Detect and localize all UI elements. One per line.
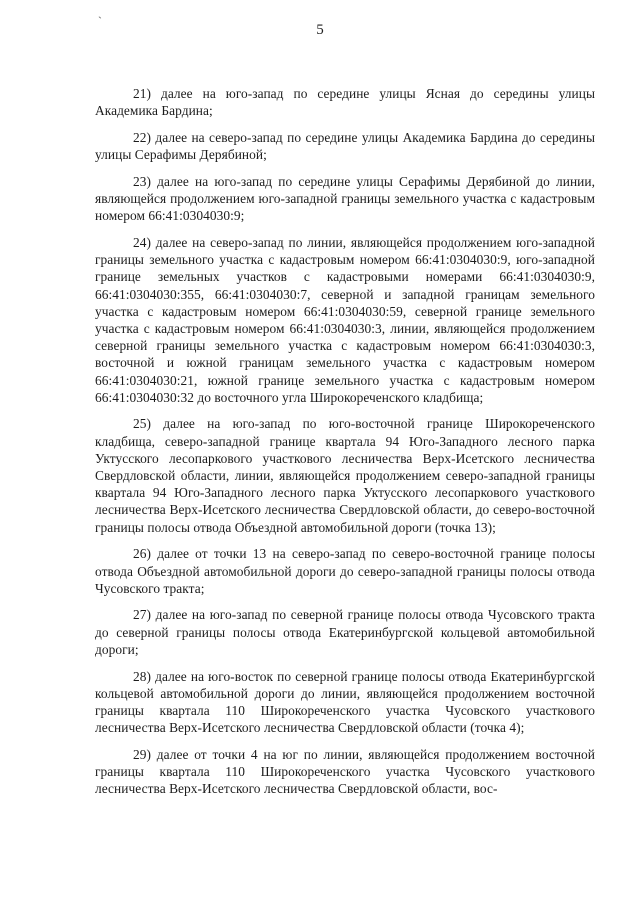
paragraph-28: 28) далее на юго-восток по северной границе полосы отвода Екатеринбургской кольцевой автомобильной дороги до линии, являющейся продолжением восточной границы квартала 110 Широкореченского участка Чусовского участкового лесничества Верх-Исетского лесничества Свердловской области (точка 4); [95, 668, 595, 736]
corner-mark: ` [98, 14, 102, 28]
body-text [95, 85, 595, 807]
paragraph-26: 26) далее от точки 13 на северо-запад по северо-восточной границе полосы отвода Объездной автомобильной дороги до северо-западной границы полосы отвода Чусовского тракта; [95, 546, 595, 596]
page-number: 5 [316, 22, 324, 38]
paragraph-27: 27) далее на юго-запад по северной границе полосы отвода Чусовского тракта до северной границы полосы отвода Екатеринбургской кольцевой автомобильной дороги; [95, 607, 595, 657]
paragraph-21: 21) далее на юго-запад по середине улицы Ясная до середины улицы Академика Бардина; [95, 86, 595, 119]
paragraph-29: 29) далее от точки 4 на юг по линии, являющейся продолжением восточной границы квартала 110 Широкореченского участка Чусовского участкового лесничества Верх-Исетского лесничества Свердловской области, вос- [95, 746, 595, 797]
paragraph-23: 23) далее на юго-запад по середине улицы Серафимы Дерябиной до линии, являющейся продолжением юго-западной границы земельного участка с кадастровым номером 66:41:0304030:9; [95, 173, 595, 224]
paragraph-25: 25) далее на юго-запад по юго-восточной границе Широкореченского кладбища, северо-западной границе квартала 94 Юго-Западного лесного парка Уктусского лесопаркового участкового лесничества Верх-Исетского лесничества Свердловской области, линии, являющейся продолжением северо-западной границы квартала 94 Юго-Западного лесного парка Уктусского лесопаркового участкового лесничества Верх-Исетского лесничества Свердловской области, до северо-восточной границы полосы отвода Объездной автомобильной дороги (точка 13); [95, 416, 595, 535]
paragraph-24: 24) далее на северо-запад по линии, являющейся продолжением юго-западной границы земельного участка с кадастровым номером 66:41:0304030:9, юго-западной границе земельных участков с кадастровыми номерами 66:41:0304030:9, 66:41:0304030:355, 66:41:0304030:7, северной и западной границам земельного участка с кадастровым номером 66:41:0304030:59, северной границе земельного участка с кадастровым номером 66:41:0304030:3, линии, являющейся продолжением северной границы земельного участка с кадастровым номером 66:41:0304030:3, восточной и южной границам земельного участка с кадастровым номером 66:41:0304030:21, южной границе земельного участка с кадастровым номером 66:41:0304030:32 до восточного угла Широкореченского кладбища; [95, 234, 595, 405]
paragraph-22: 22) далее на северо-запад по середине улицы Академика Бардина до середины улицы Серафимы Дерябиной; [95, 129, 595, 163]
